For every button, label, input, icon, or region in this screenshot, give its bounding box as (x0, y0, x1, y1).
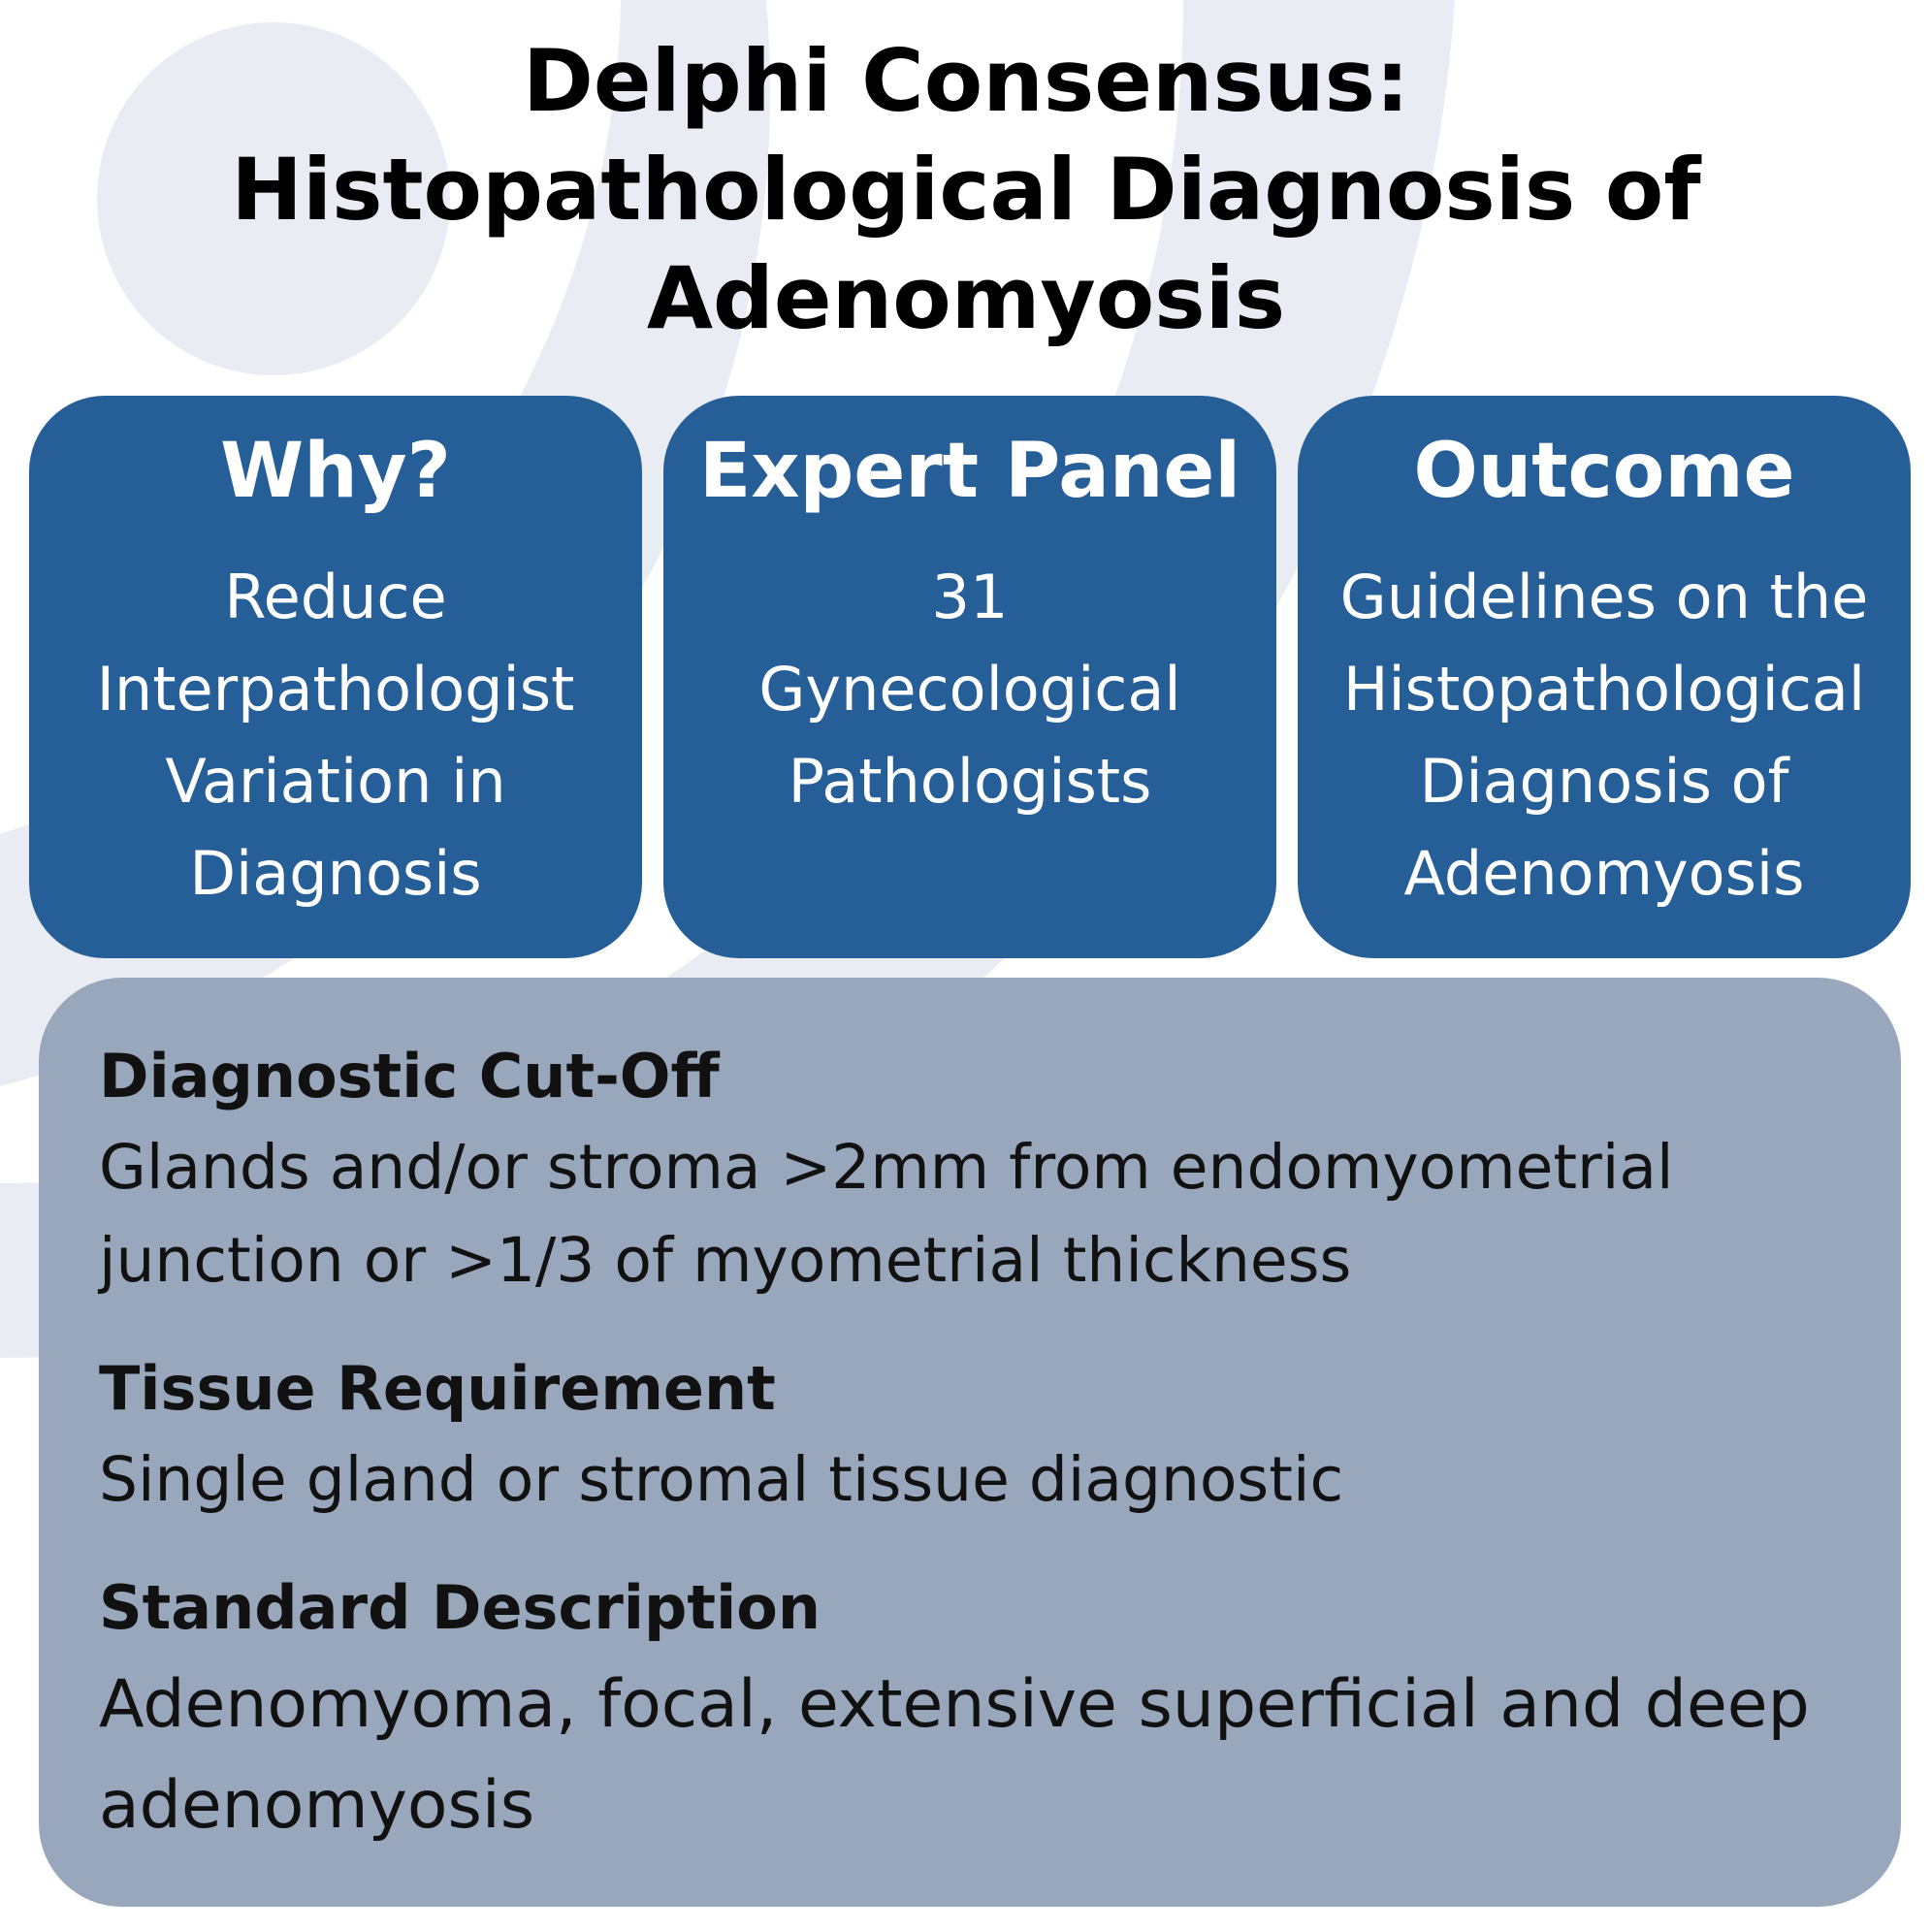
card-outcome (1298, 396, 1911, 958)
section-description-heading: Standard Description (99, 1572, 821, 1643)
card-outcome-line-3: Diagnosis of (1419, 746, 1789, 817)
section-cutoff-line-2: junction or >1/3 of myometrial thickness (99, 1225, 1352, 1296)
card-outcome-line-2: Histopathological (1342, 654, 1866, 724)
title-line-3: Adenomyosis (646, 248, 1286, 348)
card-expert-panel-line-3: Pathologists (788, 746, 1152, 817)
section-tissue-heading: Tissue Requirement (99, 1353, 776, 1424)
section-cutoff-heading: Diagnostic Cut-Off (99, 1041, 720, 1111)
details-panel (39, 978, 1901, 1907)
section-cutoff-line-1: Glands and/or stroma >2mm from endomyometrial (99, 1132, 1674, 1203)
section-description-line-1: Adenomyoma, focal, extensive superficial and deep (99, 1666, 1810, 1743)
page-title (0, 27, 1932, 353)
title-line-2: Histopathological Diagnosis of (231, 140, 1701, 240)
section-description-line-2: adenomyosis (99, 1767, 535, 1844)
card-expert-panel-body (663, 551, 1276, 827)
card-why (29, 396, 642, 958)
title-line-1: Delphi Consensus: (522, 31, 1410, 131)
section-tissue-body (99, 1433, 1343, 1527)
card-why-body (29, 551, 642, 919)
section-description-body (99, 1655, 1810, 1856)
card-expert-panel-line-1: 31 (931, 562, 1009, 632)
card-outcome-line-1: Guidelines on the (1339, 562, 1869, 632)
card-outcome-line-4: Adenomyosis (1403, 838, 1805, 909)
card-why-line-2: Interpathologist (96, 654, 575, 724)
card-expert-panel-line-2: Gynecological (758, 654, 1181, 724)
card-why-heading: Why? (220, 428, 451, 515)
card-why-line-1: Reduce (224, 562, 447, 632)
card-why-line-3: Variation in (165, 746, 506, 817)
card-expert-panel-heading: Expert Panel (698, 428, 1241, 515)
card-outcome-body (1298, 551, 1911, 919)
card-why-line-4: Diagnosis (189, 838, 482, 909)
section-cutoff-body (99, 1121, 1674, 1307)
card-outcome-heading: Outcome (1413, 428, 1795, 515)
section-tissue-line-1: Single gland or stromal tissue diagnostic (99, 1444, 1344, 1515)
card-expert-panel (663, 396, 1276, 958)
